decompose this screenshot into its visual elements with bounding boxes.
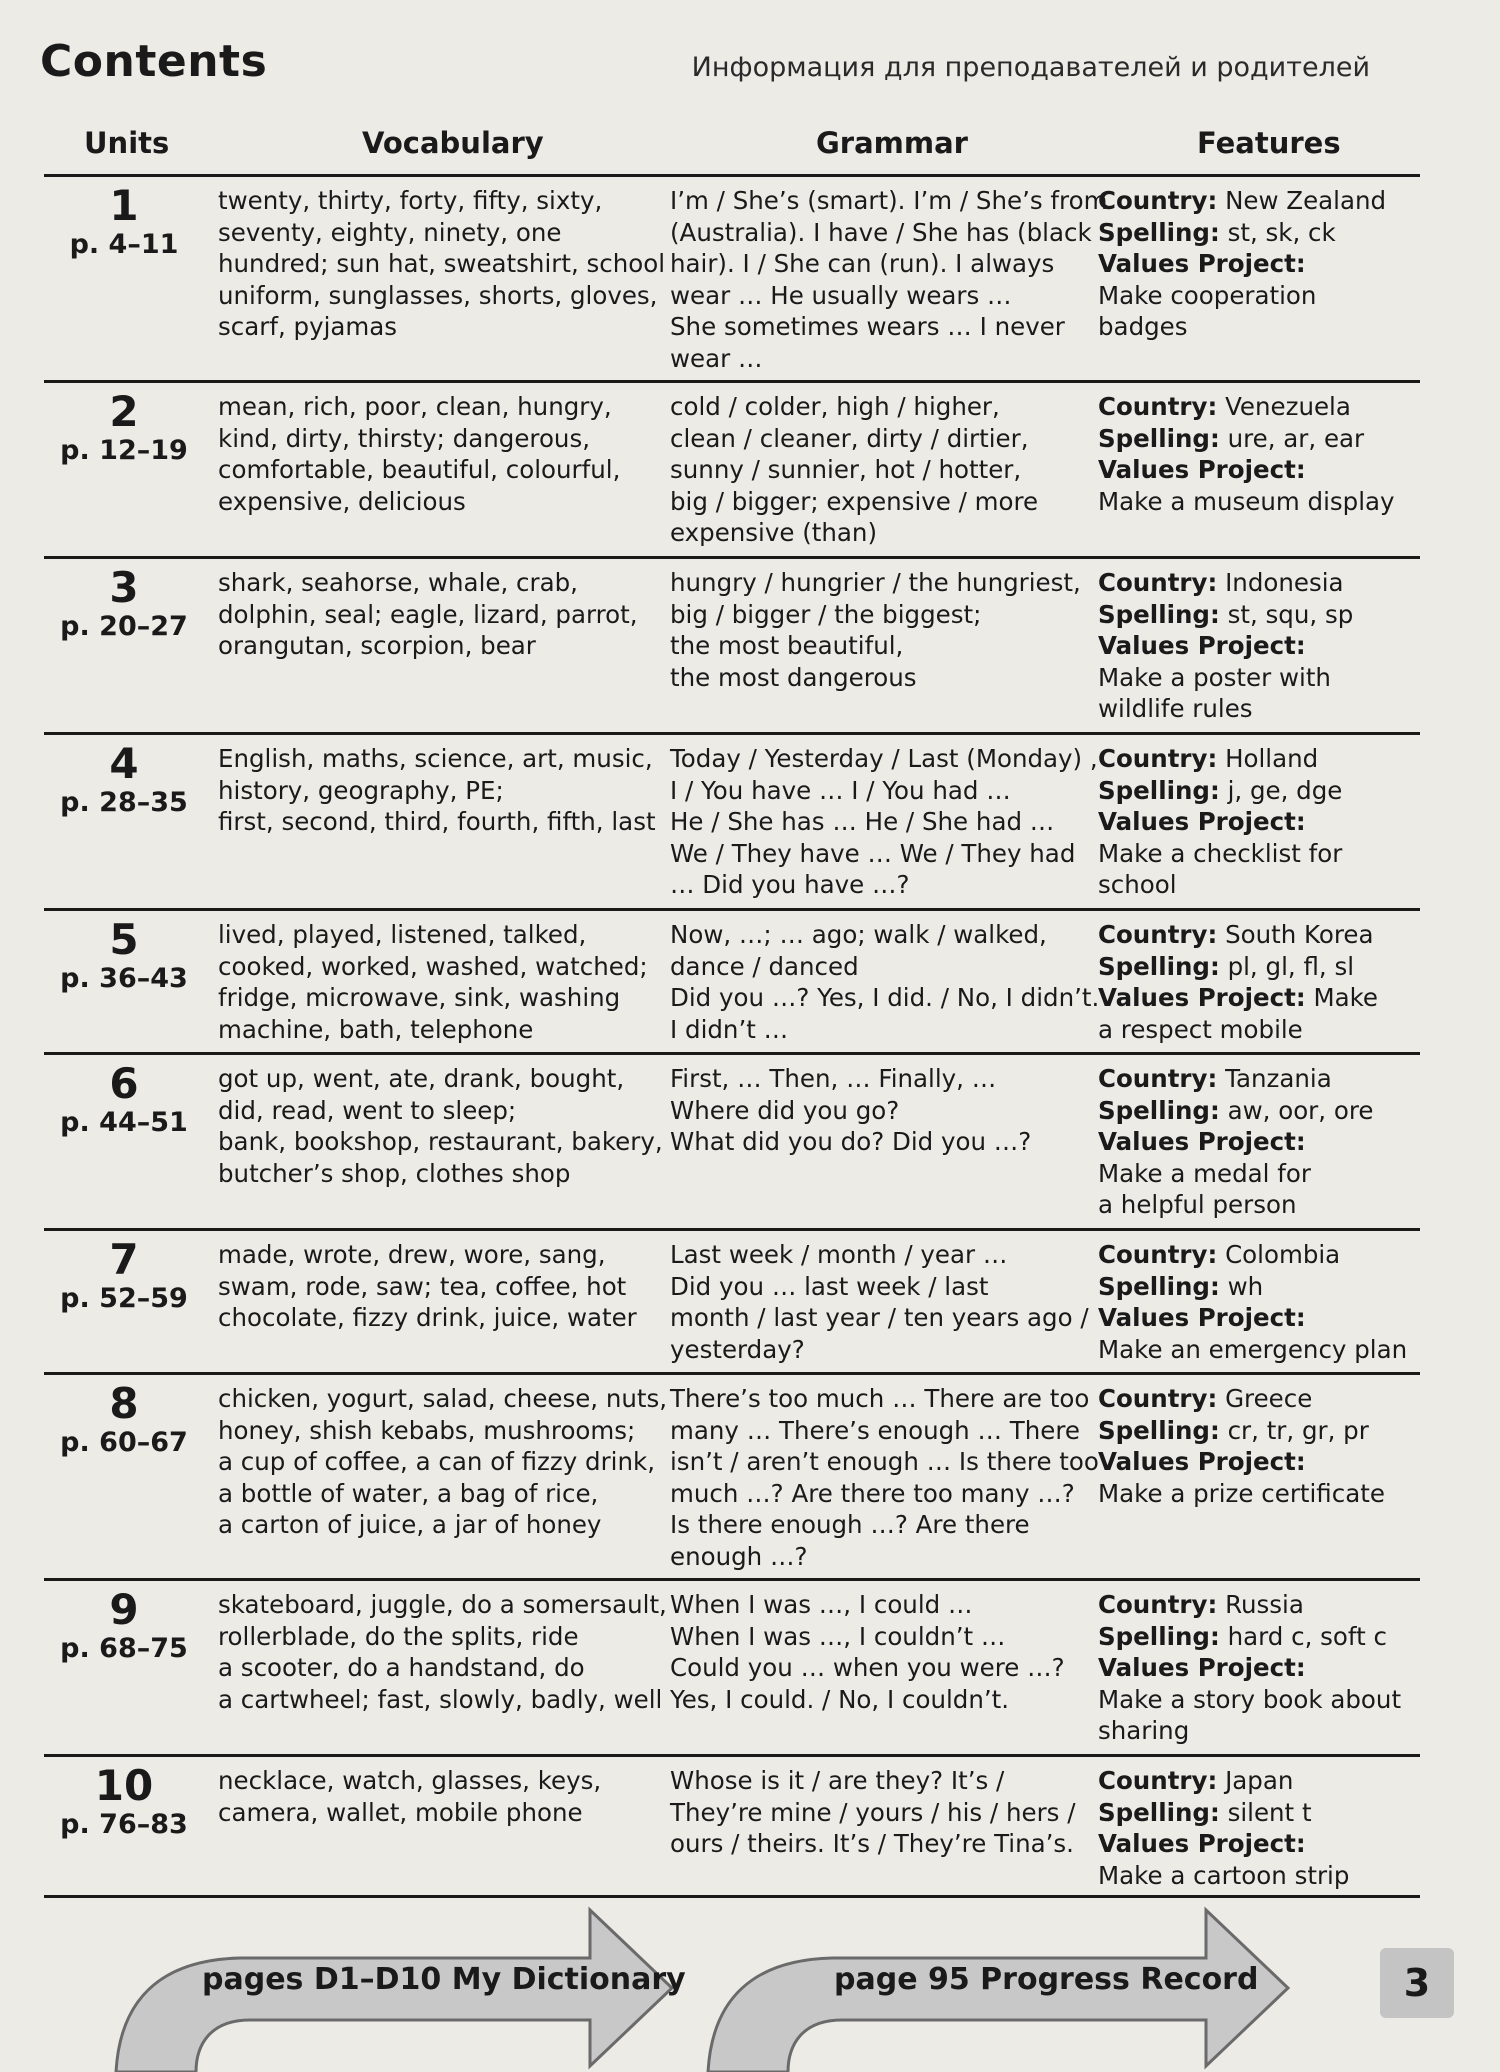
vocabulary-cell-line: did, read, went to sleep; (218, 1095, 517, 1125)
grammar-cell-line: sunny / sunnier, hot / hotter, (670, 455, 1022, 484)
vocabulary-cell-line: English, maths, science, art, music, (218, 744, 653, 773)
feature-country-label: Country: (1098, 744, 1218, 773)
vocabulary-cell-line: orangutan, scorpion, bear (218, 631, 536, 660)
feature-spelling-label: Spelling: (1098, 1271, 1220, 1301)
features-cell (1098, 1383, 1428, 1509)
unit-number: 9 (109, 1585, 139, 1634)
vocabulary-cell-line: expensive, delicious (218, 486, 466, 516)
vocabulary-cell-line: bank, bookshop, restaurant, bakery, (218, 1127, 663, 1156)
feature-country (1098, 391, 1428, 423)
feature-values-line: Make a story book about (1098, 1684, 1402, 1714)
feature-values-line: Make a medal for (1098, 1158, 1311, 1188)
feature-spelling (1098, 1797, 1428, 1829)
vocabulary-cell-line: got up, went, ate, drank, bought, (218, 1064, 625, 1093)
feature-country-value: Holland (1225, 744, 1319, 773)
feature-country (1098, 1063, 1428, 1095)
feature-country (1098, 743, 1428, 775)
vocabulary-cell-line: dolphin, seal; eagle, lizard, parrot, (218, 599, 638, 629)
feature-spelling-value: st, squ, sp (1227, 599, 1354, 629)
feature-values-label: Values Project: (1098, 1447, 1306, 1476)
unit-number: 4 (109, 739, 139, 788)
feature-values-label: Values Project: (1098, 983, 1306, 1012)
features-cell (1098, 1063, 1428, 1221)
feature-values (1098, 1302, 1428, 1334)
unit-number: 3 (109, 563, 139, 612)
grammar-cell (670, 1765, 1120, 1860)
unit-number: 1 (109, 181, 139, 230)
feature-spelling (1098, 1415, 1428, 1447)
grammar-cell-line: wear … (670, 343, 763, 373)
grammar-cell-line: First, … Then, … Finally, … (670, 1064, 997, 1093)
footer-navigation (0, 1880, 1500, 2072)
unit-pages: p. 52–59 (60, 1283, 188, 1314)
feature-spelling-value: st, sk, ck (1227, 217, 1336, 247)
features-cell (1098, 743, 1428, 901)
feature-values (1098, 248, 1428, 280)
feature-country (1098, 1589, 1428, 1621)
unit-number: 5 (109, 915, 139, 964)
feature-values-line: school (1098, 870, 1177, 899)
feature-spelling-value: ure, ar, ear (1227, 423, 1365, 453)
feature-country-value: Venezuela (1225, 392, 1351, 421)
feature-values-label: Values Project: (1098, 1303, 1306, 1332)
feature-spelling (1098, 1095, 1428, 1127)
feature-spelling (1098, 775, 1428, 807)
feature-country-label: Country: (1098, 1766, 1218, 1795)
feature-spelling-label: Spelling: (1098, 775, 1220, 805)
page-title: Contents (40, 36, 268, 87)
feature-values-label: Values Project: (1098, 807, 1306, 836)
vocabulary-cell-line: chicken, yogurt, salad, cheese, nuts, (218, 1384, 668, 1413)
feature-spelling-label: Spelling: (1098, 1797, 1220, 1827)
feature-values-label: Values Project: (1098, 631, 1306, 660)
grammar-cell-line: Last week / month / year … (670, 1240, 1008, 1269)
grammar-cell-line: What did you do? Did you …? (670, 1127, 1032, 1156)
page-number-badge: 3 (1380, 1948, 1454, 2018)
vocabulary-cell-line: swam, rode, saw; tea, coffee, hot (218, 1271, 627, 1301)
vocabulary-cell-line: machine, bath, telephone (218, 1014, 534, 1044)
header-vocabulary: Vocabulary (362, 126, 544, 160)
feature-country-value: New Zealand (1225, 186, 1387, 215)
feature-values (1098, 806, 1428, 838)
feature-country-label: Country: (1098, 1384, 1218, 1413)
grammar-cell-line: Could you … when you were …? (670, 1653, 1065, 1682)
feature-values (1098, 630, 1428, 662)
vocabulary-cell-line: comfortable, beautiful, colourful, (218, 455, 621, 484)
unit-cell (44, 1061, 204, 1139)
unit-row (44, 174, 1420, 380)
feature-values (1098, 1126, 1428, 1158)
feature-spelling (1098, 423, 1428, 455)
unit-cell (44, 1587, 204, 1665)
feature-country-value: Tanzania (1225, 1064, 1332, 1093)
feature-values-line: Make a prize certificate (1098, 1478, 1385, 1508)
feature-values-label: Values Project: (1098, 249, 1306, 278)
feature-values-label: Values Project: (1098, 455, 1306, 484)
vocabulary-cell (218, 1589, 668, 1715)
feature-values-line: Make a checklist for (1098, 838, 1343, 868)
vocabulary-cell-line: chocolate, fizzy drink, juice, water (218, 1303, 637, 1332)
feature-values (1098, 982, 1428, 1014)
vocabulary-cell-line: camera, wallet, mobile phone (218, 1797, 583, 1827)
vocabulary-cell-line: a scooter, do a handstand, do (218, 1653, 585, 1682)
feature-spelling-label: Spelling: (1098, 1415, 1220, 1445)
grammar-cell (670, 391, 1120, 549)
feature-spelling-value: cr, tr, gr, pr (1227, 1415, 1369, 1445)
unit-pages: p. 68–75 (60, 1633, 188, 1664)
features-cell (1098, 1239, 1428, 1365)
grammar-cell-line: They’re mine / yours / his / hers / (670, 1797, 1076, 1827)
unit-number: 10 (94, 1761, 154, 1810)
feature-country-value: Japan (1225, 1766, 1294, 1795)
feature-values (1098, 454, 1428, 486)
feature-spelling-label: Spelling: (1098, 1095, 1220, 1125)
grammar-cell (670, 743, 1120, 901)
grammar-cell-line: (Australia). I have / She has (black (670, 217, 1092, 247)
grammar-cell-line: I’m / She’s (smart). I’m / She’s from (670, 186, 1108, 215)
feature-spelling-label: Spelling: (1098, 1621, 1220, 1651)
features-cell (1098, 185, 1428, 343)
grammar-cell-line: big / bigger; expensive / more (670, 486, 1039, 516)
feature-values-line: a respect mobile (1098, 1014, 1303, 1044)
vocabulary-cell-line: a cup of coffee, a can of fizzy drink, (218, 1447, 655, 1476)
grammar-cell-line: the most beautiful, (670, 631, 904, 660)
unit-pages: p. 76–83 (60, 1809, 188, 1840)
header-features: Features (1197, 126, 1341, 160)
features-cell (1098, 1589, 1428, 1747)
unit-row (44, 732, 1420, 908)
vocabulary-cell (218, 1765, 668, 1828)
unit-row (44, 380, 1420, 556)
unit-row (44, 1372, 1420, 1578)
grammar-cell-line: Today / Yesterday / Last (Monday) , (670, 744, 1098, 773)
feature-values-line: a helpful person (1098, 1190, 1297, 1219)
vocabulary-cell (218, 1239, 668, 1334)
feature-spelling (1098, 599, 1428, 631)
feature-values-line: sharing (1098, 1716, 1190, 1745)
feature-country-value: Indonesia (1225, 568, 1344, 597)
feature-spelling (1098, 951, 1428, 983)
unit-cell (44, 1763, 204, 1841)
feature-country-label: Country: (1098, 1240, 1218, 1269)
grammar-cell-line: … Did you have …? (670, 870, 910, 899)
grammar-cell-line: expensive (than) (670, 518, 878, 547)
unit-row (44, 1578, 1420, 1754)
grammar-cell-line: enough …? (670, 1541, 808, 1571)
unit-cell (44, 389, 204, 467)
unit-pages: p. 12–19 (60, 435, 188, 466)
feature-values-label: Values Project: (1098, 1829, 1306, 1858)
vocabulary-cell-line: kind, dirty, thirsty; dangerous, (218, 423, 591, 453)
grammar-cell-line: When I was …, I could … (670, 1590, 973, 1619)
column-headers (0, 126, 1500, 166)
feature-country (1098, 1765, 1428, 1797)
vocabulary-cell-line: made, wrote, drew, wore, sang, (218, 1240, 606, 1269)
vocabulary-cell-line: twenty, thirty, forty, fifty, sixty, (218, 186, 603, 215)
features-cell (1098, 567, 1428, 725)
feature-country-value: Greece (1225, 1384, 1313, 1413)
vocabulary-cell-line: history, geography, PE; (218, 775, 504, 805)
vocabulary-cell-line: first, second, third, fourth, fifth, last (218, 807, 656, 836)
grammar-cell-line: When I was …, I couldn’t … (670, 1621, 1006, 1651)
vocabulary-cell-line: fridge, microwave, sink, washing (218, 983, 621, 1012)
grammar-cell-line: Did you … last week / last (670, 1271, 989, 1301)
feature-values-label: Values Project: (1098, 1653, 1306, 1682)
grammar-cell-line: isn’t / aren’t enough … Is there too (670, 1447, 1099, 1476)
unit-cell (44, 183, 204, 261)
grammar-cell-line: I didn’t … (670, 1014, 789, 1044)
unit-row (44, 556, 1420, 732)
feature-values-line: badges (1098, 312, 1188, 341)
vocabulary-cell-line: cooked, worked, washed, watched; (218, 951, 648, 981)
unit-pages: p. 28–35 (60, 787, 188, 818)
contents-table (44, 174, 1420, 1898)
unit-row (44, 1228, 1420, 1372)
unit-cell (44, 1237, 204, 1315)
unit-pages: p. 4–11 (69, 229, 179, 260)
feature-spelling-label: Spelling: (1098, 599, 1220, 629)
grammar-cell (670, 1383, 1120, 1572)
unit-pages: p. 60–67 (60, 1427, 188, 1458)
feature-spelling (1098, 1271, 1428, 1303)
feature-values (1098, 1652, 1428, 1684)
feature-country-label: Country: (1098, 1590, 1218, 1619)
feature-values-line: Make an emergency plan (1098, 1334, 1408, 1364)
grammar-cell-line: She sometimes wears … I never (670, 312, 1065, 341)
feature-spelling (1098, 217, 1428, 249)
vocabulary-cell-line: uniform, sunglasses, shorts, gloves, (218, 280, 658, 310)
unit-number: 6 (109, 1059, 139, 1108)
feature-values-line: Make a museum display (1098, 486, 1395, 516)
unit-pages: p. 20–27 (60, 611, 188, 642)
unit-pages: p. 44–51 (60, 1107, 188, 1138)
feature-values-line: Make a cartoon strip (1098, 1860, 1350, 1890)
vocabulary-cell-line: scarf, pyjamas (218, 312, 398, 341)
feature-country (1098, 1239, 1428, 1271)
vocabulary-cell (218, 391, 668, 517)
grammar-cell-line: yesterday? (670, 1334, 805, 1364)
grammar-cell (670, 567, 1120, 693)
grammar-cell (670, 1589, 1120, 1715)
vocabulary-cell-line: lived, played, listened, talked, (218, 920, 587, 949)
unit-number: 8 (109, 1379, 139, 1428)
grammar-cell-line: hair). I / She can (run). I always (670, 249, 1055, 278)
unit-pages: p. 36–43 (60, 963, 188, 994)
vocabulary-cell-line: hundred; sun hat, sweatshirt, school (218, 249, 666, 278)
vocabulary-cell-line: honey, shish kebabs, mushrooms; (218, 1415, 636, 1445)
unit-cell (44, 565, 204, 643)
grammar-cell-line: There’s too much … There are too (670, 1384, 1090, 1413)
unit-number: 7 (109, 1235, 139, 1284)
feature-country-value: Colombia (1225, 1240, 1341, 1269)
feature-values-value: Make (1313, 983, 1378, 1012)
header-grammar: Grammar (816, 126, 968, 160)
vocabulary-cell-line: necklace, watch, glasses, keys, (218, 1766, 602, 1795)
feature-spelling-value: hard c, soft c (1227, 1621, 1387, 1651)
feature-country (1098, 185, 1428, 217)
feature-country (1098, 1383, 1428, 1415)
grammar-cell-line: big / bigger / the biggest; (670, 599, 982, 629)
vocabulary-cell (218, 1063, 668, 1189)
features-cell (1098, 1765, 1428, 1891)
vocabulary-cell-line: mean, rich, poor, clean, hungry, (218, 392, 612, 421)
vocabulary-cell-line: skateboard, juggle, do a somersault, (218, 1590, 667, 1619)
vocabulary-cell-line: a cartwheel; fast, slowly, badly, well (218, 1684, 663, 1714)
grammar-cell-line: We / They have … We / They had (670, 838, 1076, 868)
feature-values-line: Make cooperation (1098, 280, 1317, 310)
feature-spelling-value: wh (1227, 1271, 1264, 1301)
vocabulary-cell-line: a carton of juice, a jar of honey (218, 1510, 602, 1539)
feature-spelling-label: Spelling: (1098, 423, 1220, 453)
grammar-cell (670, 919, 1120, 1045)
features-cell (1098, 391, 1428, 517)
unit-number: 2 (109, 387, 139, 436)
feature-country (1098, 919, 1428, 951)
feature-country-value: South Korea (1225, 920, 1374, 949)
unit-row (44, 1754, 1420, 1898)
grammar-cell-line: Yes, I could. / No, I couldn’t. (670, 1684, 1010, 1714)
grammar-cell (670, 185, 1120, 374)
grammar-cell-line: the most dangerous (670, 662, 917, 692)
vocabulary-cell-line: seventy, eighty, ninety, one (218, 217, 562, 247)
feature-spelling-value: j, ge, dge (1227, 775, 1343, 805)
feature-values (1098, 1446, 1428, 1478)
feature-values-line: Make a poster with (1098, 662, 1331, 692)
unit-row (44, 1052, 1420, 1228)
grammar-cell-line: wear … He usually wears … (670, 280, 1012, 310)
feature-country-label: Country: (1098, 392, 1218, 421)
feature-values-label: Values Project: (1098, 1127, 1306, 1156)
grammar-cell (670, 1239, 1120, 1365)
grammar-cell-line: Where did you go? (670, 1095, 900, 1125)
progress-record-link[interactable]: page 95 Progress Record (834, 1962, 1259, 1997)
grammar-cell (670, 1063, 1120, 1158)
feature-spelling-label: Spelling: (1098, 951, 1220, 981)
grammar-cell-line: Now, …; … ago; walk / walked, (670, 920, 1047, 949)
features-cell (1098, 919, 1428, 1045)
feature-spelling (1098, 1621, 1428, 1653)
vocabulary-cell (218, 185, 668, 343)
grammar-cell-line: month / last year / ten years ago / (670, 1303, 1089, 1332)
feature-spelling-label: Spelling: (1098, 217, 1220, 247)
vocabulary-cell (218, 919, 668, 1045)
unit-cell (44, 1381, 204, 1459)
feature-country (1098, 567, 1428, 599)
vocabulary-cell-line: rollerblade, do the splits, ride (218, 1621, 579, 1651)
grammar-cell-line: Did you …? Yes, I did. / No, I didn’t. (670, 983, 1100, 1012)
grammar-cell-line: Is there enough …? Are there (670, 1510, 1030, 1539)
page-subtitle: Информация для преподавателей и родителей (691, 52, 1370, 83)
feature-values (1098, 1828, 1428, 1860)
vocabulary-cell (218, 743, 668, 838)
grammar-cell-line: He / She has … He / She had … (670, 807, 1055, 836)
grammar-cell-line: Whose is it / are they? It’s / (670, 1766, 1005, 1795)
unit-row (44, 908, 1420, 1052)
unit-cell (44, 741, 204, 819)
vocabulary-cell (218, 567, 668, 662)
feature-country-label: Country: (1098, 1064, 1218, 1093)
vocabulary-cell-line: a bottle of water, a bag of rice, (218, 1478, 599, 1508)
feature-spelling-value: aw, oor, ore (1227, 1095, 1374, 1125)
grammar-cell-line: ours / theirs. It’s / They’re Tina’s. (670, 1829, 1074, 1858)
grammar-cell-line: hungry / hungrier / the hungriest, (670, 568, 1081, 597)
feature-spelling-value: pl, gl, fl, sl (1227, 951, 1355, 981)
vocabulary-cell-line: butcher’s shop, clothes shop (218, 1158, 571, 1188)
feature-country-label: Country: (1098, 920, 1218, 949)
my-dictionary-link[interactable]: pages D1–D10 My Dictionary (202, 1962, 686, 1997)
grammar-cell-line: I / You have … I / You had … (670, 775, 1011, 805)
header-units: Units (84, 126, 170, 160)
grammar-cell-line: many … There’s enough … There (670, 1415, 1080, 1445)
feature-country-value: Russia (1225, 1590, 1304, 1619)
grammar-cell-line: dance / danced (670, 951, 859, 981)
feature-country-label: Country: (1098, 568, 1218, 597)
grammar-cell-line: much …? Are there too many …? (670, 1478, 1075, 1508)
grammar-cell-line: cold / colder, high / higher, (670, 392, 1000, 421)
vocabulary-cell-line: shark, seahorse, whale, crab, (218, 568, 578, 597)
feature-country-label: Country: (1098, 186, 1218, 215)
feature-spelling-value: silent t (1227, 1797, 1312, 1827)
vocabulary-cell (218, 1383, 668, 1541)
feature-values-line: wildlife rules (1098, 694, 1253, 723)
grammar-cell-line: clean / cleaner, dirty / dirtier, (670, 423, 1029, 453)
unit-cell (44, 917, 204, 995)
